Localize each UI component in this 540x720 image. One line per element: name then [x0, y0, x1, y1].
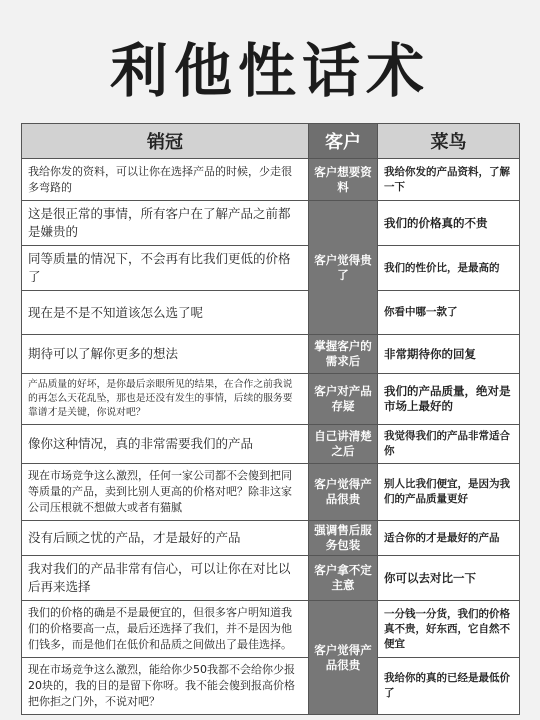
table-row [22, 464, 520, 521]
row-right: 一分钱一分货，我们的价格真不贵，好东西，它自然不便宜 [378, 601, 520, 658]
row-left: 没有后顾之忧的产品，才是最好的产品 [22, 521, 309, 556]
row-right: 适合你的才是最好的产品 [378, 521, 520, 556]
table-row [22, 521, 520, 556]
comparison-table [21, 123, 520, 715]
row-situation: 客户对产品存疑 [309, 374, 378, 425]
row-right: 非常期待你的回复 [378, 335, 520, 374]
row-left: 我给你发的资料，可以让你在选择产品的时候，少走很多弯路的 [22, 159, 309, 201]
row-left: 同等质量的情况下，不会再有比我们更低的价格了 [22, 246, 309, 291]
row-right: 你可以去对比一下 [378, 556, 520, 601]
header-left: 销冠 [22, 124, 309, 159]
row-situation: 客户觉得产品很贵 [309, 601, 378, 715]
row-left: 现在市场竞争这么激烈，任何一家公司都不会傻到把同等质量的产品，卖到比别人更高的价格对吧？除非这家公司压根就不想做大或者有猫腻 [22, 464, 309, 521]
row-left: 这是很正常的事情，所有客户在了解产品之前都是嫌贵的 [22, 201, 309, 246]
table-row [22, 291, 520, 335]
page-title: 利他性话术 [109, 37, 430, 105]
table-row [22, 556, 520, 601]
table-row [22, 335, 520, 374]
row-left: 产品质量的好坏，是你最后亲眼所见的结果，在合作之前我说的再怎么天花乱坠，那也是还没有发生的事情，后续的服务要靠谱才是关键，你说对吧？ [22, 374, 309, 425]
row-left: 我们的价格的确是不是最便宜的，但很多客户明知道我们的价格要高一点，最后还选择了我们，并不是因为他们钱多，而是他们在低价和品质之间做出了最佳选择。 [22, 601, 309, 658]
table-row [22, 601, 520, 658]
table-row [22, 425, 520, 464]
row-situation: 掌握客户的需求后 [309, 335, 378, 374]
table-row [22, 374, 520, 425]
row-situation: 自己讲清楚之后 [309, 425, 378, 464]
row-left: 像你这种情况，真的非常需要我们的产品 [22, 425, 309, 464]
row-left: 现在市场竞争这么激烈，能给你少50我都不会给你少报20块的，我的目的是留下你呀。我不能会傻到报高价格把你拒之门外，不说对吧？ [22, 658, 309, 715]
table-row [22, 658, 520, 715]
row-right: 你看中哪一款了 [378, 291, 520, 335]
row-right: 我觉得我们的产品非常适合你 [378, 425, 520, 464]
row-right: 我给你发的产品资料，了解一下 [378, 159, 520, 201]
row-left: 期待可以了解你更多的想法 [22, 335, 309, 374]
row-right: 我给你的真的已经是最低价了 [378, 658, 520, 715]
header-right: 菜鸟 [378, 124, 520, 159]
row-situation: 客户觉得贵了 [309, 201, 378, 335]
row-left: 我对我们的产品非常有信心，可以让你在对比以后再来选择 [22, 556, 309, 601]
header-row [22, 124, 520, 159]
table-row [22, 201, 520, 246]
table-row [22, 246, 520, 291]
row-situation: 客户拿不定主意 [309, 556, 378, 601]
row-situation: 客户想要资料 [309, 159, 378, 201]
header-mid: 客户 [309, 124, 378, 159]
row-right: 我们的产品质量，绝对是市场上最好的 [378, 374, 520, 425]
row-right: 别人比我们便宜，是因为我们的产品质量更好 [378, 464, 520, 521]
row-right: 我们的性价比，是最高的 [378, 246, 520, 291]
row-situation: 强调售后服务包装 [309, 521, 378, 556]
row-situation: 客户觉得产品很贵 [309, 464, 378, 521]
row-left: 现在是不是不知道该怎么选了呢 [22, 291, 309, 335]
table-row [22, 159, 520, 201]
row-right: 我们的价格真的不贵 [378, 201, 520, 246]
